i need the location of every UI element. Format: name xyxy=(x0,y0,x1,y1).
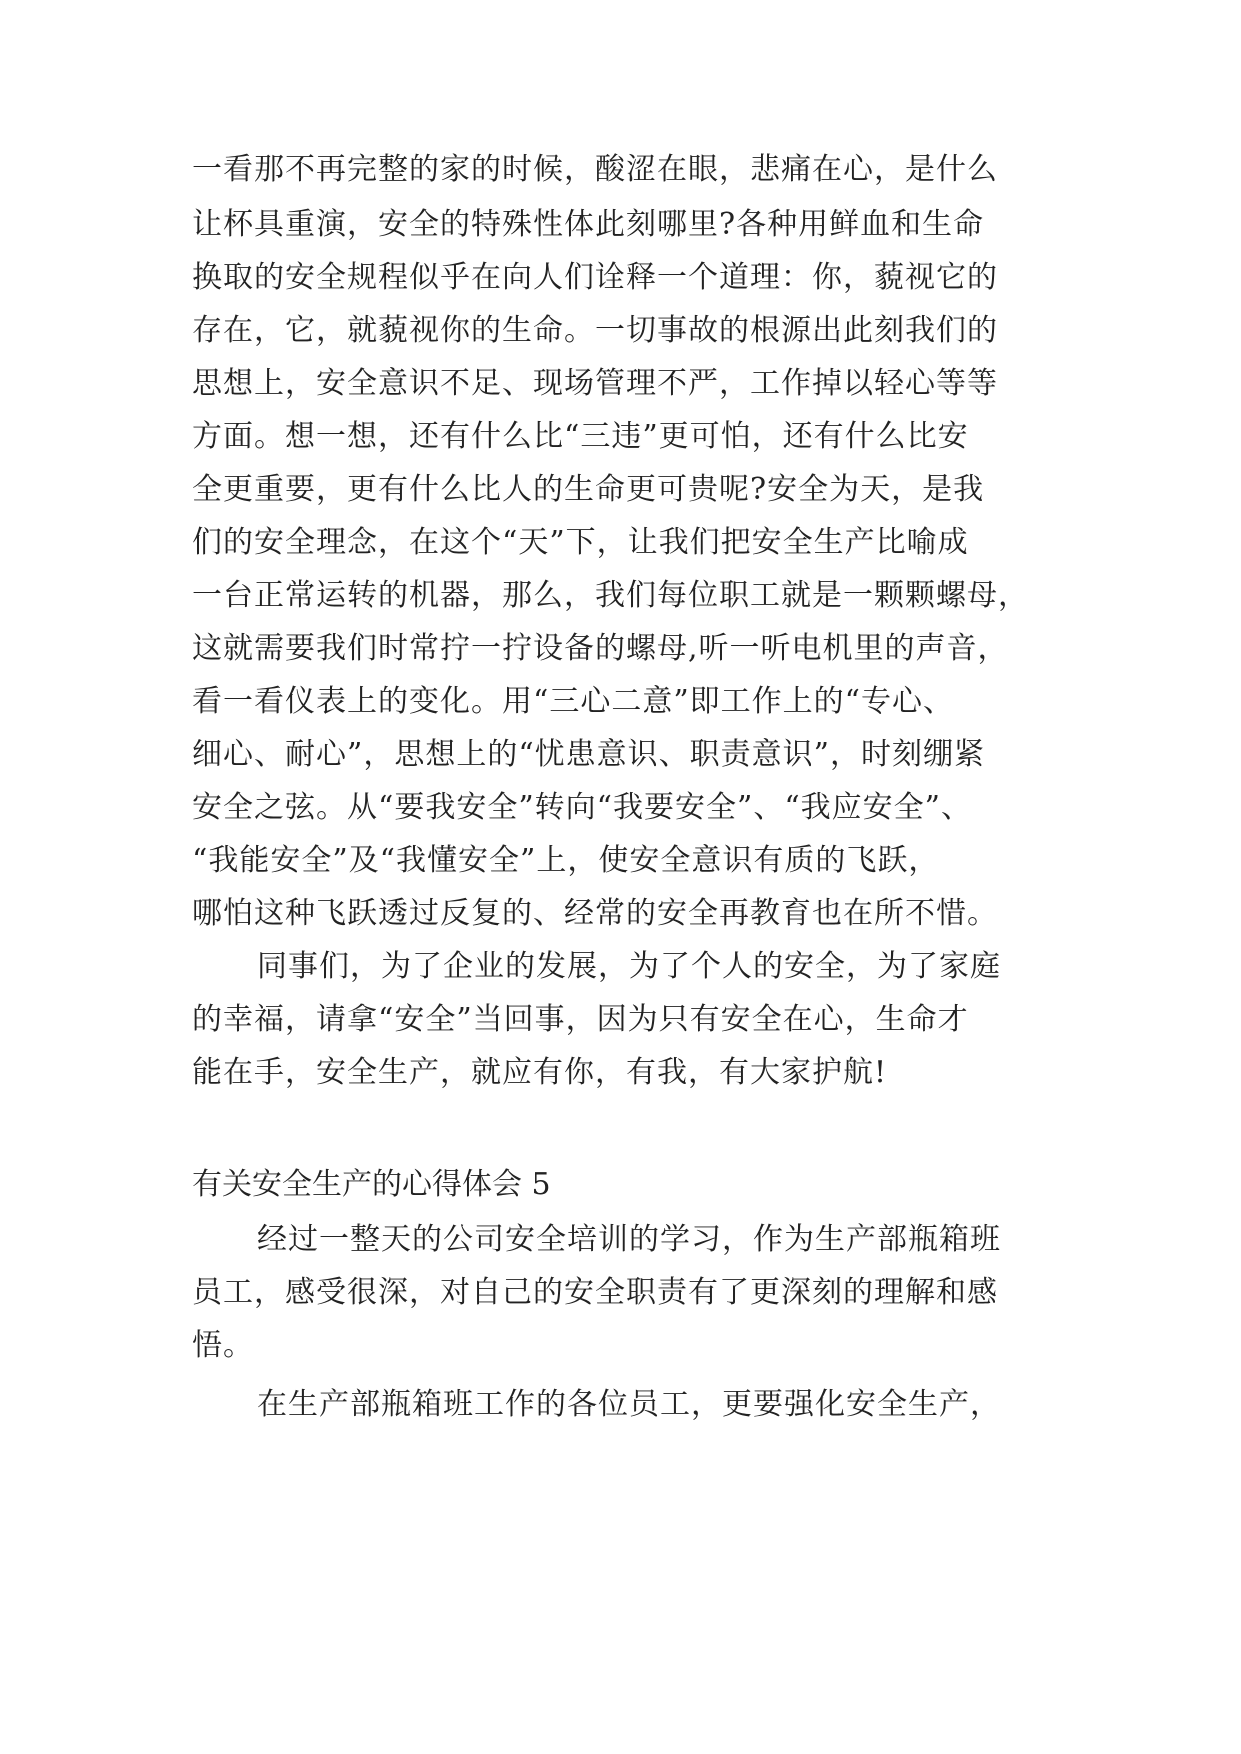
body-text-line: 方面。想一想，还有什么比“三违”更可怕，还有什么比安 xyxy=(192,419,969,454)
body-text-line: 同事们，为了企业的发展，为了个人的安全，为了家庭 xyxy=(257,949,1001,984)
body-text-line: 细心、耐心”，思想上的“忧患意识、职责意识”，时刻绷紧 xyxy=(192,737,986,772)
body-text-line: 一看那不再完整的家的时候，酸涩在眼，悲痛在心，是什么 xyxy=(192,152,998,187)
body-text-line: 全更重要，更有什么比人的生命更可贵呢?安全为天，是我 xyxy=(192,472,985,507)
body-text-line: 换取的安全规程似乎在向人们诠释一个道理：你，藐视它的 xyxy=(192,260,998,295)
body-text-line: 们的安全理念，在这个“天”下，让我们把安全生产比喻成 xyxy=(192,525,969,560)
body-text-line: 思想上，安全意识不足、现场管理不严，工作掉以轻心等等 xyxy=(192,366,998,401)
body-text-line: 看一看仪表上的变化。用“三心二意”即工作上的“专心、 xyxy=(192,684,955,719)
body-text-line: 经过一整天的公司安全培训的学习，作为生产部瓶箱班 xyxy=(257,1222,1001,1257)
body-text-line: 一台正常运转的机器，那么，我们每位职工就是一颗颗螺母， xyxy=(192,578,1029,613)
body-text-line: 在生产部瓶箱班工作的各位员工，更要强化安全生产， xyxy=(257,1387,1001,1422)
body-text-line: 让杯具重演，安全的特殊性体此刻哪里?各种用鲜血和生命 xyxy=(192,207,985,242)
body-text-line: 员工，感受很深，对自己的安全职责有了更深刻的理解和感 xyxy=(192,1275,998,1310)
body-text-line: 安全之弦。从“要我安全”转向“我要安全”、“我应安全”、 xyxy=(192,790,973,825)
body-text-line: 的幸福，请拿“安全”当回事，因为只有安全在心，生命才 xyxy=(192,1002,969,1037)
body-text-line: 能在手，安全生产，就应有你，有我，有大家护航! xyxy=(192,1055,888,1090)
body-text-line: 哪怕这种飞跃透过反复的、经常的安全再教育也在所不惜。 xyxy=(192,896,998,931)
body-text-line: 悟。 xyxy=(192,1328,254,1363)
section-heading: 有关安全生产的心得体会 5 xyxy=(192,1167,551,1202)
body-text-line: 存在，它，就藐视你的生命。一切事故的根源出此刻我们的 xyxy=(192,313,998,348)
body-text-line: “我能安全”及“我懂安全”上，使安全意识有质的飞跃， xyxy=(192,843,940,878)
body-text-line: 这就需要我们时常拧一拧设备的螺母,听一听电机里的声音， xyxy=(192,631,1009,666)
